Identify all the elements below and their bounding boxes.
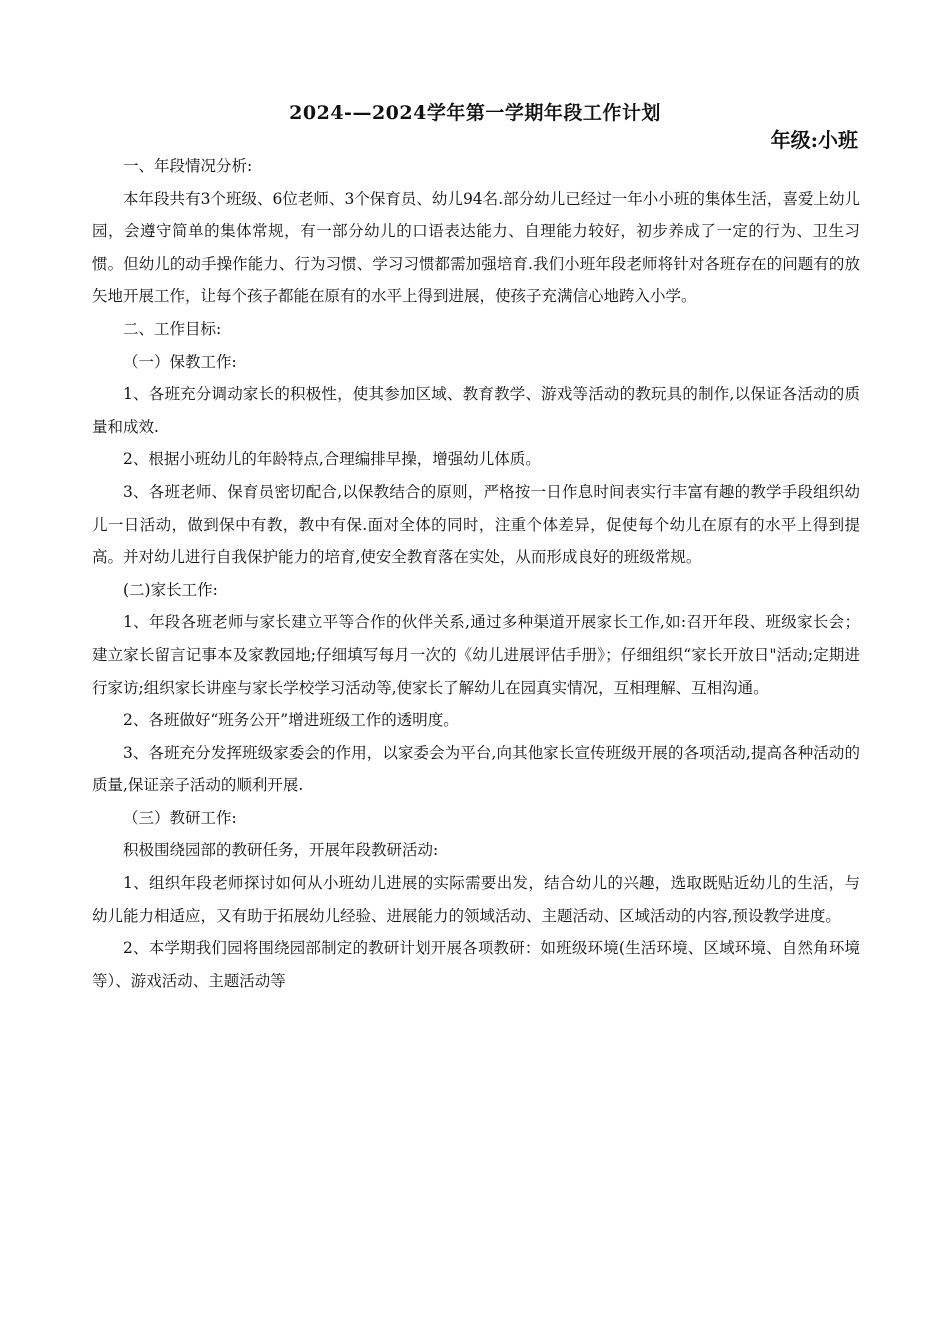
body-paragraph: 1、组织年段老师探讨如何从小班幼儿进展的实际需要出发，结合幼儿的兴趣，选取既贴近幼儿的生活，与幼儿能力相适应，又有助于拓展幼儿经验、进展能力的领域活动、主题活动、区域活动的内容,预设教学进度。: [92, 874, 860, 925]
body-paragraph: 1、各班充分调动家长的积极性，使其参加区域、教育教学、游戏等活动的教玩具的制作,以保证各活动的质量和成效.: [92, 385, 860, 436]
section-heading: (二)家长工作:: [123, 580, 218, 599]
grade-label: 年级:小班: [770, 128, 858, 152]
body-paragraph: 3、各班老师、保育员密切配合,以保教结合的原则，严格按一日作息时间表实行丰富有趣的教学手段组织幼儿一日活动，做到保中有教，教中有保.面对全体的同时，注重个体差异，促使每个幼儿在原有的水平上得到提高。并对幼儿进行自我保护能力的培育,使安全教育落在实处，从而形成良好的班级常规。: [92, 482, 860, 567]
body-paragraph: 2、本学期我们园将围绕园部制定的教研计划开展各项教研：如班级环境(生活环境、区域环境、自然角环境等）、游戏活动、主题活动等: [92, 939, 860, 990]
body-paragraph: 2、各班做好“班务公开”增进班级工作的透明度。: [123, 711, 459, 730]
section-heading: （三）教研工作:: [123, 808, 237, 827]
body-paragraph: 3、各班充分发挥班级家委会的作用，以家委会为平台,向其他家长宣传班级开展的各项活动,提高各种活动的质量,保证亲子活动的顺利开展.: [92, 743, 860, 795]
section-heading: （一）保教工作:: [123, 352, 237, 371]
body-paragraph: 1、年段各班老师与家长建立平等合作的伙伴关系,通过多种渠道开展家长工作,如:召开年段、班级家长会；建立家长留言记事本及家教园地;仔细填写每月一次的《幼儿进展评估手册》；仔细组织“家长开放日"活动;定期进行家访;组织家长讲座与家长学校学习活动等,使家长了解幼儿在园真实情况，互相理解、互相沟通。: [92, 613, 860, 697]
body-paragraph: 积极围绕园部的教研任务，开展年段教研活动:: [123, 841, 439, 860]
body-paragraph: 2、根据小班幼儿的年龄特点,合理编排早操，增强幼儿体质。: [123, 450, 541, 469]
body-paragraph: 本年段共有3个班级、6位老师、3个保育员、幼儿94名.部分幼儿已经过一年小小班的集体生活，喜爱上幼儿园，会遵守简单的集体常规，有一部分幼儿的口语表达能力、自理能力较好，初步养成了一定的行为、卫生习惯。但幼儿的动手操作能力、行为习惯、学习习惯都需加强培育.我们小班年段老师将针对各班存在的问题有的放矢地开展工作，让每个孩子都能在原有的水平上得到进展，使孩子充满信心地跨入小学。: [92, 189, 860, 306]
section-heading: 二、工作目标:: [123, 319, 222, 338]
document-body: [92, 150, 860, 997]
document-title: 2024-—2024学年第一学期年段工作计划: [289, 102, 661, 124]
section-heading: 一、年段情况分析:: [123, 157, 253, 175]
